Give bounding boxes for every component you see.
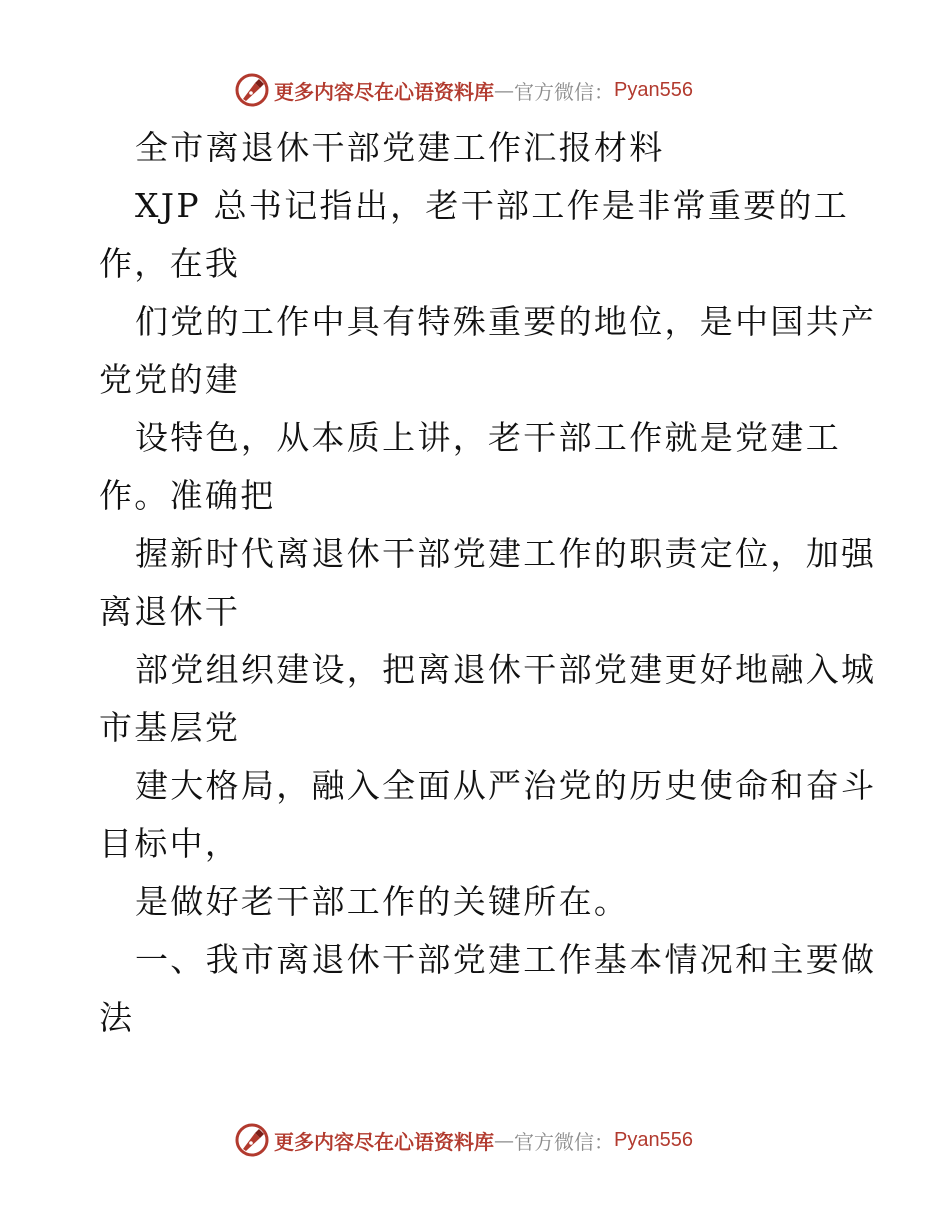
paragraph-line: 们党的工作中具有特殊重要的地位，是中国共产: [135, 302, 877, 341]
footer-banner: [0, 1120, 950, 1160]
paragraph-line: 握新时代离退休干部党建工作的职责定位，加强: [135, 534, 877, 573]
section-heading: 一、我市离退休干部党建工作基本情况和主要做: [135, 940, 877, 979]
pen-nib-logo-icon: [234, 1122, 270, 1158]
wechat-label: 官方微信：: [514, 1129, 614, 1154]
promo-text: 更多内容尽在心语资料库: [274, 79, 494, 104]
paragraph-line: 作。准确把: [99, 476, 276, 515]
section-heading-continued: 法: [99, 998, 135, 1037]
footer-banner-content: [234, 1120, 693, 1160]
promo-dash: —: [494, 78, 514, 102]
paragraph-line: 是做好老干部工作的关键所在。: [135, 882, 630, 921]
document-title: 全市离退休干部党建工作汇报材料: [135, 128, 665, 167]
paragraph-line: 目标中，: [99, 824, 241, 863]
paragraph-line: 离退休干: [99, 592, 241, 631]
promo-dash: —: [494, 1128, 514, 1152]
wechat-id: Pyan556: [614, 1128, 693, 1151]
paragraph-line: 部党组织建设，把离退休干部党建更好地融入城: [135, 650, 877, 689]
paragraph-line: 设特色，从本质上讲，老干部工作就是党建工: [135, 418, 841, 457]
paragraph-line: XJP 总书记指出，老干部工作是非常重要的工: [135, 186, 850, 225]
wechat-id: Pyan556: [614, 78, 693, 101]
paragraph-line: 市基层党: [99, 708, 241, 747]
paragraph-line: 作，在我: [99, 244, 241, 283]
paragraph-line: 党党的建: [99, 360, 241, 399]
wechat-label: 官方微信：: [514, 79, 614, 104]
promo-text: 更多内容尽在心语资料库: [274, 1129, 494, 1154]
paragraph-line: 建大格局，融入全面从严治党的历史使命和奋斗: [135, 766, 877, 805]
